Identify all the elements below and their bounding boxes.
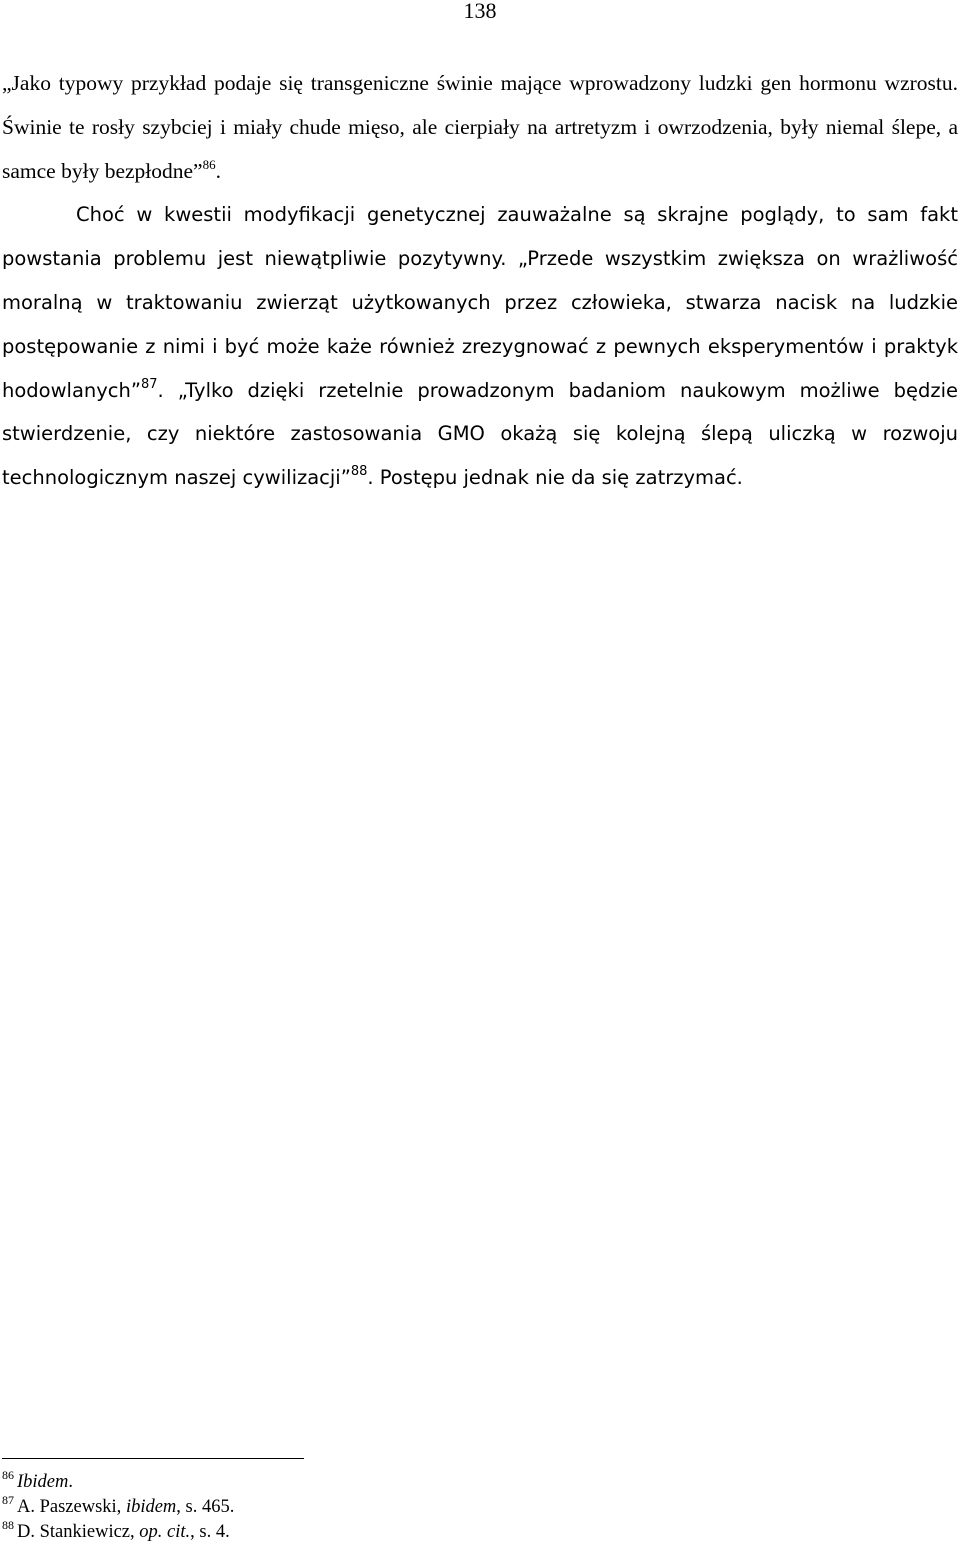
footnote-88	[2, 1520, 602, 1545]
footnote-number: 86	[2, 1468, 14, 1482]
footnote-87	[2, 1495, 602, 1520]
footnote-number: 88	[2, 1518, 14, 1532]
footnote-italic: op. cit.	[139, 1522, 191, 1542]
footnotes	[2, 1470, 602, 1545]
footnote-text: , s. 465.	[176, 1497, 235, 1517]
page-number: 138	[463, 0, 497, 23]
footnote-text: A. Paszewski,	[17, 1497, 126, 1517]
paragraph-quote-tail: .	[215, 158, 221, 183]
footnote-italic: ibidem	[125, 1497, 177, 1517]
paragraph-main-sentence-1: Choć w kwestii modyfikacji genetycznej zauważalne są skrajne poglądy, to sam fakt powstania problemu jest niewątpliwie pozytywny. „Przede wszystkim zwiększa on wrażliwość moralną w traktowaniu zwierząt użytkowanych przez człowieka, stwarza nacisk na ludzkie postępowanie z nimi i być może każe również zrezygnować z pewnych eksperymentów i praktyk hodowlanych”	[2, 203, 958, 402]
paragraph-main	[2, 193, 958, 500]
footnote-ref-88: 88	[350, 464, 368, 480]
body-text	[2, 62, 958, 500]
paragraph-main-sentence-2: . „Tylko dzięki rzetelnie prowadzonym badaniom naukowym możliwe będzie stwierdzenie, czy niektóre zastosowania GMO okażą się kolejną ślepą uliczką w rozwoju technologicznym naszej cywilizacji”	[2, 378, 958, 490]
paragraph-quote	[2, 62, 958, 193]
footnote-text: D. Stankiewicz,	[17, 1522, 140, 1542]
footnote-italic: Ibidem	[17, 1472, 69, 1492]
paragraph-quote-text: „Jako typowy przykład podaje się transgeniczne świnie mające wprowadzony ludzki gen hormonu wzrostu. Świnie te rosły szybciej i miały chude mięso, ale cierpiały na artretyzm i owrzodzenia, były niemal ślepe, a samce były bezpłodne”	[2, 71, 958, 183]
footnote-text: .	[68, 1472, 73, 1492]
footnote-separator	[2, 1458, 304, 1459]
footnote-ref-86: 86	[202, 156, 216, 172]
footnote-number: 87	[2, 1493, 14, 1507]
footnote-text: , s. 4.	[190, 1522, 230, 1542]
footnote-ref-87: 87	[141, 376, 158, 392]
footnote-86	[2, 1470, 602, 1495]
paragraph-main-sentence-3: . Postępu jednak nie da się zatrzymać.	[367, 466, 743, 490]
